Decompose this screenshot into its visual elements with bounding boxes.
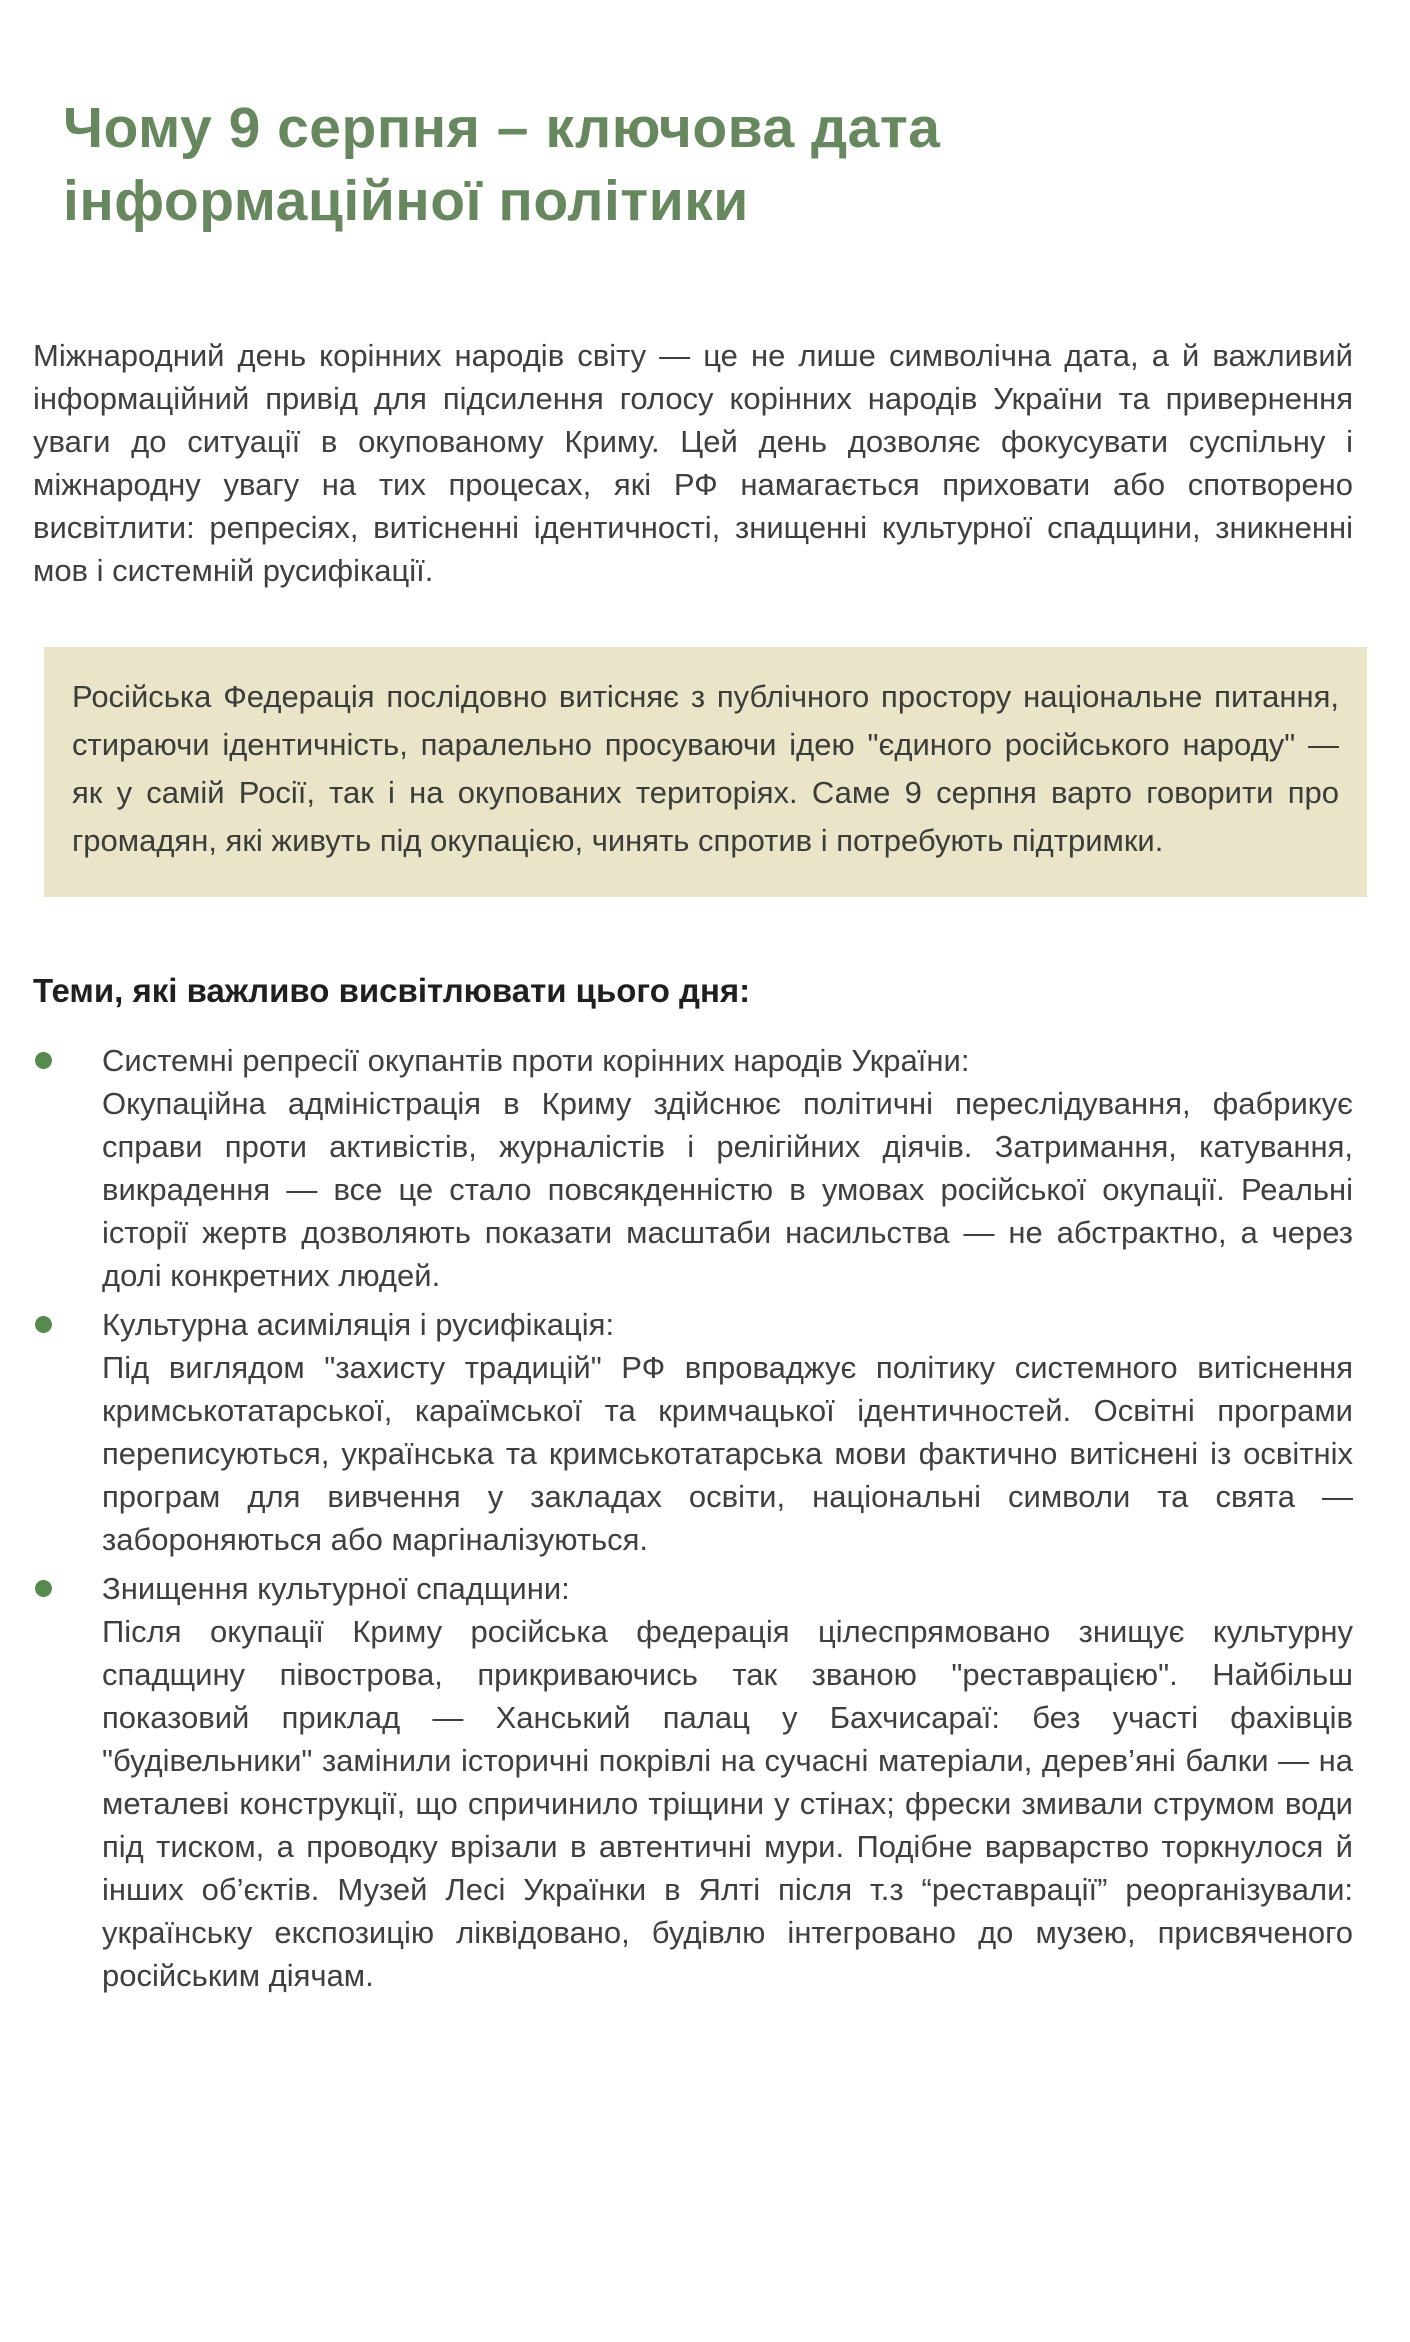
bullet-dot-icon xyxy=(35,1052,52,1069)
topic-text xyxy=(102,1039,1353,1297)
document-page xyxy=(0,92,1410,2342)
topic-text xyxy=(102,1567,1353,1997)
highlight-box-text: Російська Федерація послідовно витісняє з публічного простору національне питання, стираючи ідентичність, паралельно просуваючи ідею "єдиного російського народу" — як у самій Росії, так і на окупованих територіях. Саме 9 серпня варто говорити про громадян, які живуть під окупацією, чинять спротив і потребують підтримки. xyxy=(72,679,1339,858)
topic-body: Окупаційна адміністрація в Криму здійснює політичні переслідування, фабрикує справи проти активістів, журналістів і релігійних діячів. Затримання, катування, викрадення — все це стало повсякденністю в умовах російської окупації. Реальні історії жертв дозволяють показати масштаби насильства — не абстрактно, а через долі конкретних людей. xyxy=(102,1086,1353,1293)
intro-paragraph: Міжнародний день корінних народів світу — це не лише символічна дата, а й важливий інформаційний привід для підсилення голосу корінних народів України та привернення уваги до ситуації в окупованому Криму. Цей день дозволяє фокусувати суспільну і міжнародну увагу на тих процесах, які РФ намагається приховати або спотворено висвітлити: репресіях, витісненні ідентичності, знищенні культурної спадщини, зникненні мов і системній русифікації. xyxy=(33,338,1353,588)
topic-item-heritage xyxy=(33,1567,1353,1997)
topics-heading: Теми, які важливо висвітлювати цього дня: xyxy=(33,972,751,1009)
topic-item-repressions xyxy=(33,1039,1353,1297)
topic-title: Культурна асиміляція і русифікація: xyxy=(102,1307,615,1342)
topic-body: Після окупації Криму російська федерація цілеспрямовано знищує культурну спадщину півострова, прикриваючись так званою "реставрацією". Найбільш показовий приклад — Ханський палац у Бахчисараї: без участі фахівців "будівельники" замінили історичні покрівлі на сучасні матеріали, дерев’яні балки — на металеві конструкції, що спричинило тріщини у стінах; фрески змивали струмом води під тиском, а проводку врізали в автентичні мури. Подібне варварство торкнулося й інших об’єктів. Музей Лесі Українки в Ялті після т.з “реставрації” реорганізували: українську експозицію ліквідовано, будівлю інтегровано до музею, присвяченого російським діячам. xyxy=(102,1614,1353,1993)
topics-list xyxy=(33,1039,1353,1997)
topic-title: Системні репресії окупантів проти корінних народів України: xyxy=(102,1043,970,1078)
bullet-dot-icon xyxy=(35,1580,52,1597)
topic-title: Знищення культурної спадщини: xyxy=(102,1571,570,1606)
bullet-dot-icon xyxy=(35,1316,52,1333)
topic-body: Під виглядом "захисту традицій" РФ впроваджує політику системного витіснення кримськотатарської, караїмської та кримчацької ідентичностей. Освітні програми переписуються, українська та кримськотатарська мови фактично витіснені із освітніх програм для вивчення у закладах освіти, національні символи та свята — забороняються або маргіналізуються. xyxy=(102,1350,1353,1557)
highlight-box xyxy=(44,647,1367,897)
page-title: Чому 9 серпня – ключова дата інформаційної політики xyxy=(63,96,941,233)
topic-item-assimilation xyxy=(33,1303,1353,1561)
topic-text xyxy=(102,1303,1353,1561)
